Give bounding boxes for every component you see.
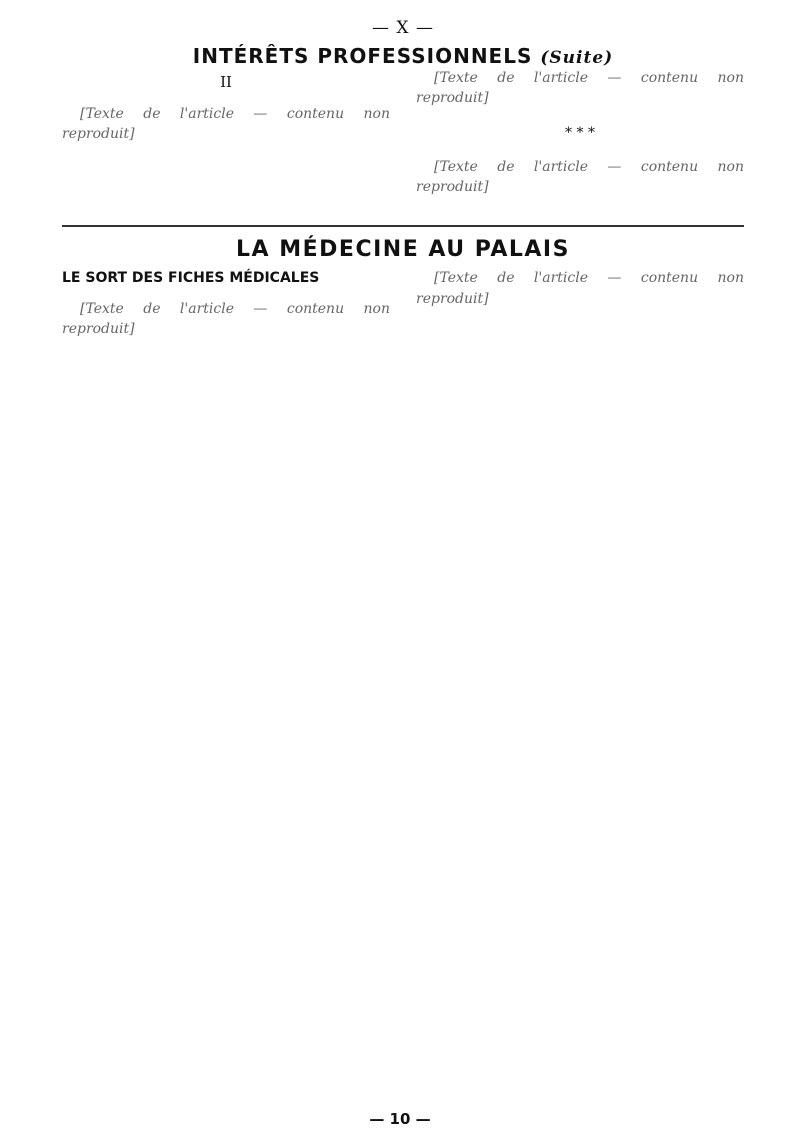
body-paragraph: [Texte de l'article — contenu non reproduit] xyxy=(62,105,390,143)
page-roman-numeral: — X — xyxy=(372,18,434,38)
section1-right-column xyxy=(416,68,744,203)
section2-subtitle: LE SORT DES FICHES MÉDICALES xyxy=(62,270,320,287)
section2-left-column xyxy=(62,268,390,345)
title-text: INTÉRÊTS PROFESSIONNELS xyxy=(192,44,533,68)
asterism: * * * xyxy=(565,124,595,141)
body-paragraph: [Texte de l'article — contenu non reproduit] xyxy=(62,300,390,338)
section1-columns xyxy=(62,68,744,203)
body-paragraph: [Texte de l'article — contenu non reproduit] xyxy=(416,158,744,196)
body-paragraph: [Texte de l'article — contenu non reproduit] xyxy=(416,70,744,107)
section2-title: LA MÉDECINE AU PALAIS xyxy=(62,225,744,262)
page-title xyxy=(62,44,744,68)
body-paragraph: [Texte de l'article — contenu non reproduit] xyxy=(416,270,744,307)
section2-right-column xyxy=(416,268,744,345)
page-number: — 10 — xyxy=(369,1110,431,1128)
section2-columns xyxy=(62,268,744,345)
section1-subheading: II xyxy=(220,73,232,91)
section1-left-column xyxy=(62,68,390,203)
title-suffix: (Suite) xyxy=(540,48,614,68)
